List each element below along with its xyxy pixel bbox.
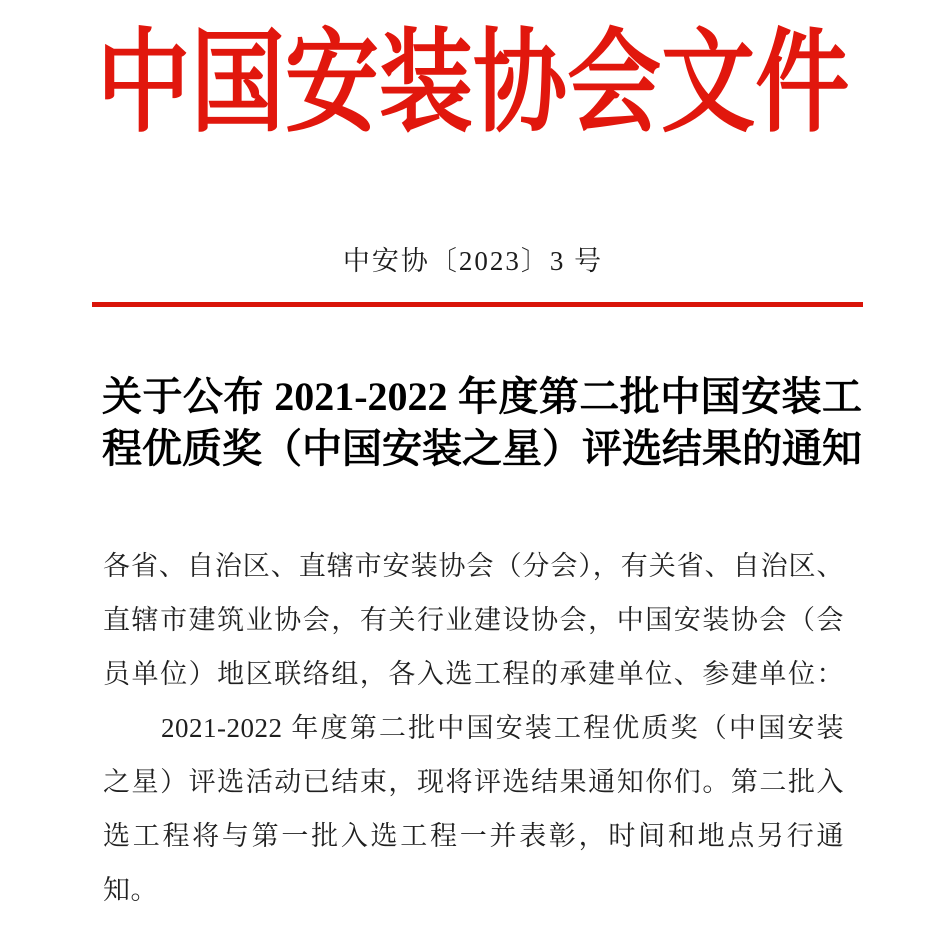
document-body <box>103 539 844 917</box>
body-line: 2021-2022 年度第二批中国安装工程优质奖（中国安装 <box>161 713 844 743</box>
notice-title <box>102 371 862 475</box>
notice-title-line-2: 程优质奖（中国安装之星）评选结果的通知 <box>102 426 862 471</box>
body-line: 直辖市建筑业协会，有关行业建设协会，中国安装协会（会 <box>103 605 844 635</box>
body-line: 选工程将与第一批入选工程一并表彰，时间和地点另行通 <box>103 821 844 851</box>
body-line: 知。 <box>103 875 158 905</box>
masthead <box>0 20 946 148</box>
body-line: 各省、自治区、直辖市安装协会（分会），有关省、自治区、 <box>103 551 844 581</box>
red-divider-rule <box>92 302 863 307</box>
body-line: 员单位）地区联络组，各入选工程的承建单位、参建单位： <box>103 659 844 689</box>
masthead-title: 中国安装协会文件 <box>96 21 850 146</box>
notice-title-line-1: 关于公布 2021-2022 年度第二批中国安装工 <box>102 374 862 419</box>
body-line: 之星）评选活动已结束，现将评选结果通知你们。第二批入 <box>103 767 844 797</box>
document-number: 中安协〔2023〕3 号 <box>342 246 604 276</box>
